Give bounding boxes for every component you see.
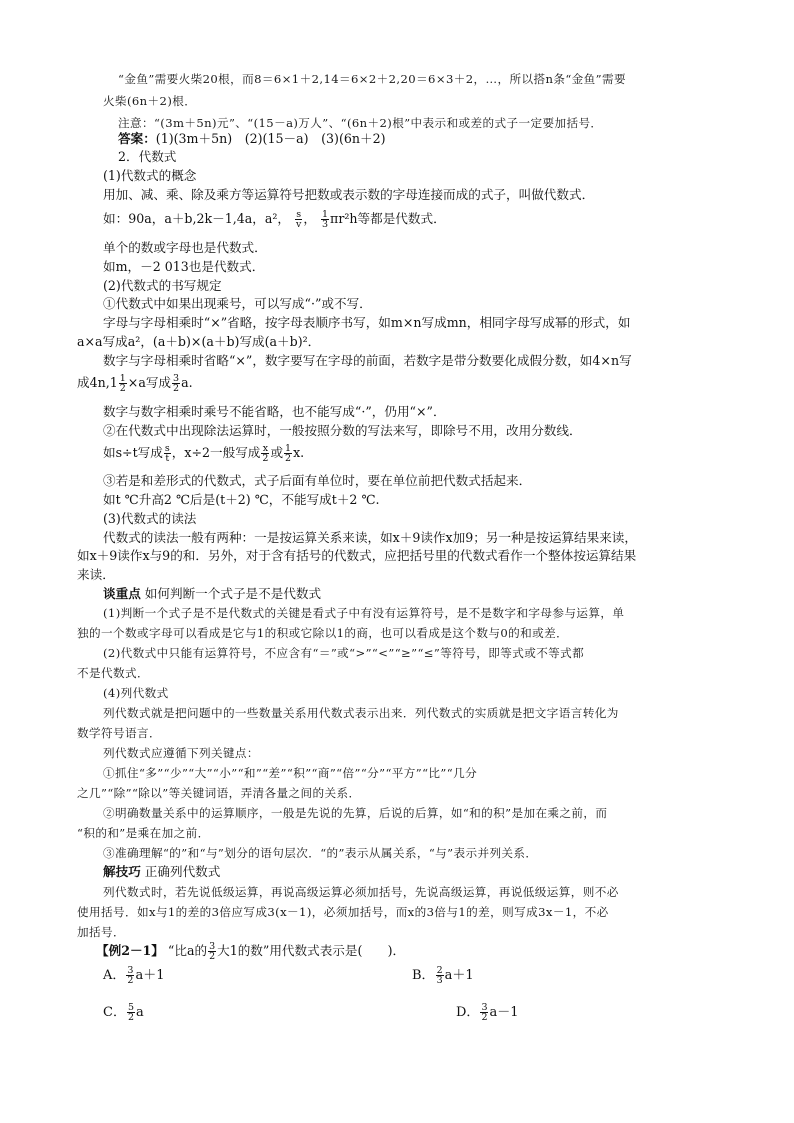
answer-line	[118, 131, 738, 147]
text-line: 字母与字母相乘时“×”省略，按字母表顺序书写，如m×n写成mn，相同字母写成幂的形式，如	[103, 315, 631, 330]
text-fragment: a.	[181, 375, 193, 390]
subsection-heading: (2)代数式的书写规定	[103, 278, 222, 293]
denominator: t	[165, 453, 170, 464]
fraction-one-third	[321, 210, 329, 229]
tip-title: 正确列代数式	[144, 864, 221, 879]
fraction-three-halves	[208, 942, 216, 961]
subsection-heading: (3)代数式的读法	[103, 511, 197, 526]
tip-heading	[103, 864, 723, 880]
option-label: D．	[456, 1005, 480, 1020]
option-d[interactable]	[456, 1003, 519, 1022]
denominator: 2	[127, 975, 134, 986]
text-line: 代数式的读法一般有两种：一是按运算关系来读，如x＋9读作x加9；另一种是按运算结果来读，	[103, 530, 637, 545]
text-line: ②明确数量关系中的运算顺序，一般是先说的先算，后说的后算，如“和的积”是加在乘之前，而	[103, 806, 608, 820]
text-line: “金鱼”需要火柴20根，而8＝6×1＋2,14＝6×2＋2,20＝6×3＋2，…，所以搭n条“金鱼”需要	[118, 72, 626, 86]
numerator: 3	[127, 965, 134, 976]
option-b[interactable]	[412, 966, 474, 985]
text-line: 如m，－2 013也是代数式．	[103, 259, 265, 274]
answer-text: (1)(3m＋5n) (2)(15－a) (3)(6n＋2)	[155, 131, 386, 146]
numerator: x	[262, 443, 269, 454]
option-label: B．	[412, 968, 435, 983]
example-line	[77, 370, 697, 396]
fraction-five-halves	[127, 1003, 135, 1022]
fraction-one-half	[119, 374, 127, 393]
subsection-heading: (1)代数式的概念	[103, 168, 197, 183]
text-line: 如x＋9读作x与9的和．另外，对于含有括号的代数式，应把括号里的代数式看作一个整体按运算结果	[77, 548, 637, 563]
option-label: C．	[103, 1005, 126, 1020]
text-line: 数字与数字相乘时乘号不能省略，也不能写成“·”，仍用“×”．	[103, 404, 446, 419]
fraction-s-over-t	[164, 444, 171, 463]
denominator: 2	[209, 951, 216, 962]
numerator: 1	[322, 209, 329, 220]
text-line: ①抓住“多”“少”“大”“小”“和”“差”“积”“商”“倍”“分”“平方”“比”“几分	[103, 766, 478, 780]
numerator: 3	[481, 1002, 488, 1013]
text-line: 单个的数或字母也是代数式．	[103, 240, 267, 255]
text-fragment: ，x÷2一般写成	[171, 445, 261, 460]
denominator: 2	[119, 383, 126, 394]
text-fragment: ×a写成	[127, 375, 172, 390]
numerator: 1	[285, 443, 292, 454]
text-line: “积的和”是乘在加之前．	[77, 826, 210, 840]
text-line: ①代数式中如果出现乘号，可以写成“·”或不写．	[103, 296, 372, 311]
text-line: ③准确理解“的”和“与”划分的语句层次．“的”表示从属关系，“与”表示并列关系．	[103, 846, 538, 860]
text-line: ②在代数式中出现除法运算时，一般按照分数的写法来写，即除号不用，改用分数线．	[103, 423, 582, 438]
subsection-heading: (4)列代数式	[103, 686, 169, 700]
text-line: 列代数式就是把问题中的一些数量关系用代数式表示出来．列代数式的实质就是把文字语言转化为	[103, 706, 619, 720]
text-fragment: “比a的	[167, 943, 208, 958]
text-line: 如t ℃升高2 ℃后是(t＋2) ℃，不能写成t＋2 ℃.	[103, 492, 380, 507]
option-expression: a＋1	[444, 968, 474, 983]
text-line: 不是代数式．	[77, 666, 149, 680]
text-fragment: 成4n,1	[77, 375, 118, 390]
tip-label: 解技巧	[103, 864, 141, 879]
option-c[interactable]	[103, 1003, 144, 1022]
text-fragment: 如：90a，a＋b,2k－1,4a，a²，	[103, 211, 290, 226]
example-line	[103, 206, 723, 232]
tip-title: 如何判断一个式子是不是代数式	[144, 586, 322, 601]
option-expression: a	[136, 1005, 144, 1020]
section-heading: 2．代数式	[118, 149, 177, 164]
fraction-three-halves	[480, 1003, 488, 1022]
fraction-three-halves	[126, 966, 134, 985]
denominator: v	[296, 219, 302, 230]
numerator: 1	[119, 373, 126, 384]
text-line: (1)判断一个式子是不是代数式的关键是看式子中有没有运算符号，是不是数字和字母参与运算，单	[103, 606, 625, 620]
text-fragment: 或	[270, 445, 284, 460]
numerator: 2	[436, 965, 443, 976]
text-line: 加括号．	[77, 925, 125, 939]
text-line: ③若是和差形式的代数式，式子后面有单位时，要在单位前把代数式括起来．	[103, 473, 532, 488]
text-fragment: x.	[293, 445, 305, 460]
text-line: 来读．	[77, 567, 115, 582]
denominator: 2	[127, 1012, 134, 1023]
option-label: A．	[103, 968, 126, 983]
example-label: 【例2－1】	[96, 943, 164, 958]
text-line: 火柴(6n＋2)根．	[103, 94, 197, 108]
option-expression: a－1	[489, 1005, 519, 1020]
option-a[interactable]	[103, 966, 164, 985]
text-line: a×a写成a²，(a＋b)×(a＋b)写成(a＋b)²．	[77, 334, 321, 349]
text-line: 数字与字母相乘时省略“×”，数字要写在字母的前面，若数字是带分数要化成假分数，如4×n写	[103, 353, 632, 368]
numerator: 5	[127, 1002, 134, 1013]
option-expression: a＋1	[135, 968, 165, 983]
denominator: 2	[481, 1012, 488, 1023]
text-line: 列代数式应遵循下列关键点：	[103, 746, 259, 760]
denominator: 2	[173, 383, 180, 394]
text-line: 之几”“除”“除以”等关键词语，弄清各量之间的关系．	[77, 786, 361, 800]
text-line: 列代数式时，若先说低级运算，再说高级运算必须加括号，先说高级运算，再说低级运算，则不必	[103, 885, 619, 899]
text-line: (2)代数式中只能有运算符号，不应含有“＝”或“>”“<”“≥”“≤”等符号，即等式或不等式都	[103, 646, 585, 660]
denominator: 3	[322, 219, 329, 230]
fraction-two-thirds	[436, 966, 444, 985]
text-line: 数学符号语言．	[77, 726, 161, 740]
text-fragment: ，	[303, 211, 316, 226]
example-question	[96, 937, 716, 965]
numerator: 3	[173, 373, 180, 384]
example-line	[103, 440, 723, 466]
tip-heading	[103, 586, 723, 602]
text-line: 注意：“(3m＋5n)元”、“(15－a)万人”、“(6n＋2)根”中表示和或差的式子一定要加括号．	[118, 116, 603, 130]
denominator: 3	[436, 975, 443, 986]
text-line: 用加、减、乘、除及乘方等运算符号把数或表示数的字母连接而成的式子，叫做代数式．	[103, 187, 595, 202]
text-fragment: πr²h等都是代数式．	[330, 211, 446, 226]
tip-label: 谈重点	[103, 586, 141, 601]
text-fragment: 大1的数”用代数式表示是( )．	[217, 943, 406, 958]
numerator: 3	[209, 941, 216, 952]
fraction-s-over-v	[295, 210, 302, 229]
fraction-one-half	[284, 444, 292, 463]
denominator: 2	[262, 453, 269, 464]
answer-label: 答案：	[118, 131, 156, 146]
text-line: 使用括号．如x与1的差的3倍应写成3(x－1)，必须加括号，而x的3倍与1的差，则写成3x－1，不必	[77, 905, 609, 919]
numerator: s	[296, 209, 302, 220]
text-fragment: 如s÷t写成	[103, 445, 163, 460]
denominator: 2	[285, 453, 292, 464]
fraction-x-over-two	[261, 444, 269, 463]
fraction-three-halves	[172, 374, 180, 393]
numerator: s	[164, 443, 170, 454]
text-line: 独的一个数或字母可以看成是它与1的积或它除以1的商，也可以看成是这个数与0的和或差．	[77, 626, 569, 640]
